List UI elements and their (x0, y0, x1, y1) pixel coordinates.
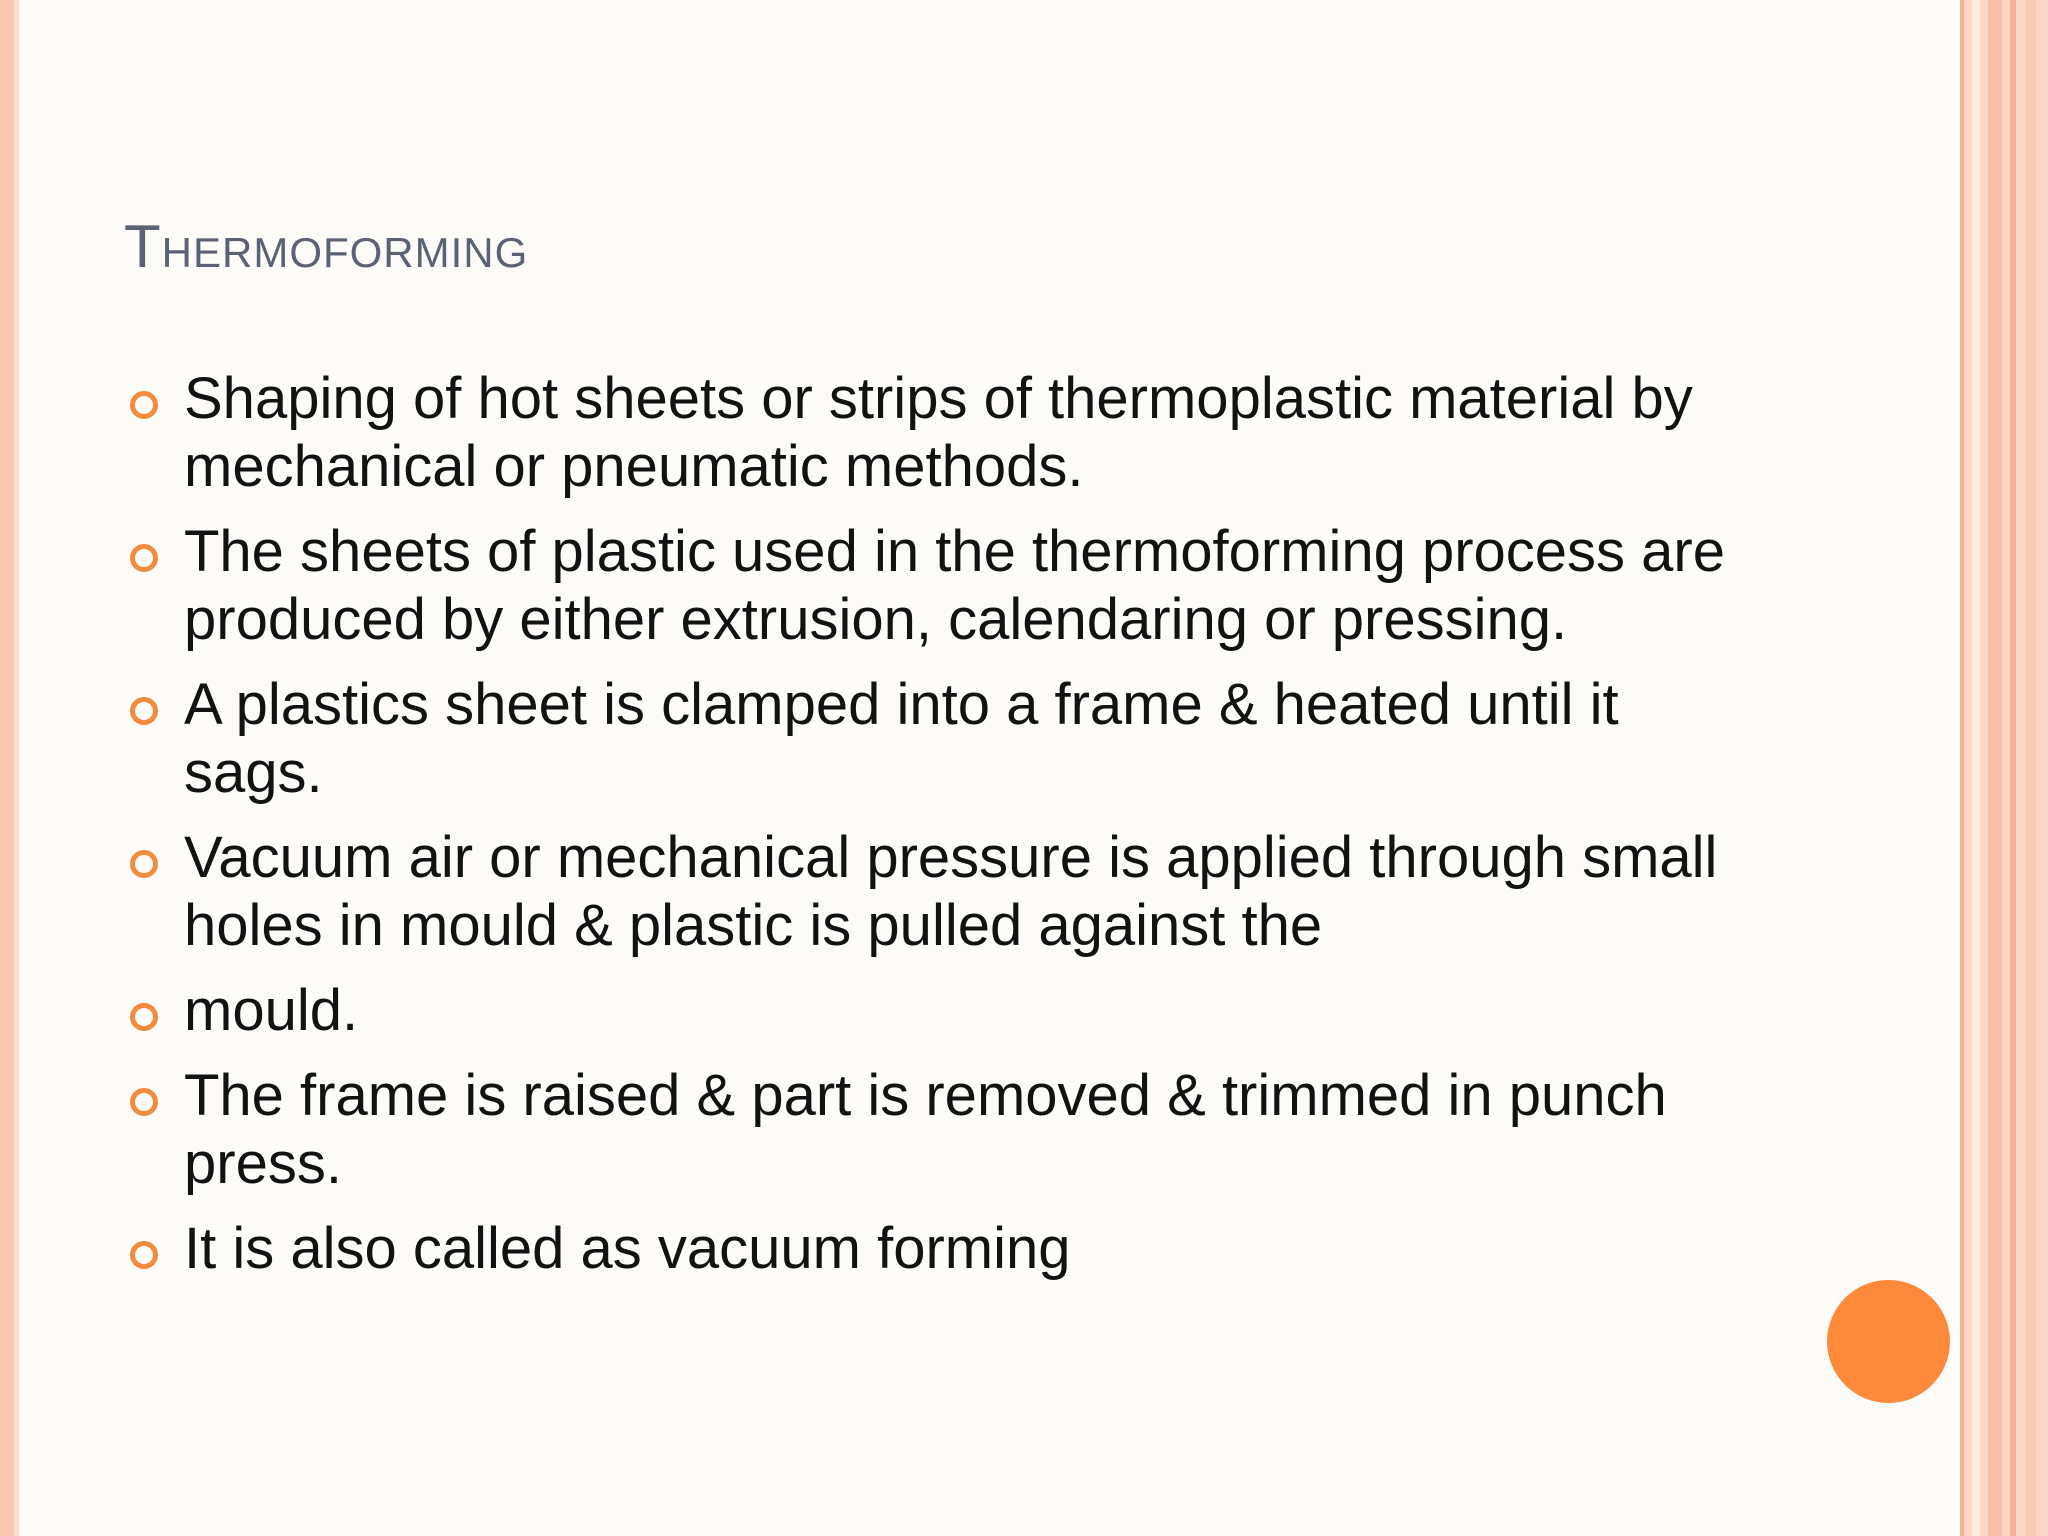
bullet-circle-icon (130, 850, 158, 878)
bullet-text: mould. (184, 978, 359, 1043)
bullet-circle-icon (130, 1088, 158, 1116)
slide-title (124, 212, 528, 281)
accent-circle-icon (1827, 1280, 1950, 1403)
bullet-circle-icon (130, 1003, 158, 1031)
bullet-text: The sheets of plastic used in the thermoforming process are produced by either extrusion, calendaring or pressing. (184, 519, 1725, 652)
list-item (130, 365, 1770, 501)
bullet-circle-icon (130, 544, 158, 572)
bullet-list (130, 365, 1770, 1300)
left-border-stripe-inner (14, 0, 19, 1536)
bullet-text: Shaping of hot sheets or strips of thermoplastic material by mechanical or pneumatic methods. (184, 366, 1693, 499)
right-border-line (2010, 0, 2016, 1536)
list-item (130, 977, 1770, 1045)
right-border-line (1972, 0, 1980, 1536)
bullet-circle-icon (130, 697, 158, 725)
list-item (130, 1215, 1770, 1283)
list-item (130, 1062, 1770, 1198)
slide-title-text: Thermoforming (124, 213, 529, 280)
right-border-line (1960, 0, 1964, 1536)
bullet-circle-icon (130, 1241, 158, 1269)
right-border-line (1988, 0, 2002, 1536)
list-item (130, 824, 1770, 960)
bullet-text: It is also called as vacuum forming (184, 1216, 1071, 1281)
bullet-text: A plastics sheet is clamped into a frame & heated until it sags. (184, 672, 1619, 805)
bullet-circle-icon (130, 391, 158, 419)
right-border-line (2026, 0, 2036, 1536)
bullet-text: The frame is raised & part is removed & trimmed in punch press. (184, 1063, 1667, 1196)
list-item (130, 518, 1770, 654)
left-border-stripe (0, 0, 14, 1536)
bullet-text: Vacuum air or mechanical pressure is applied through small holes in mould & plastic is pulled against the (184, 825, 1718, 958)
list-item (130, 671, 1770, 807)
